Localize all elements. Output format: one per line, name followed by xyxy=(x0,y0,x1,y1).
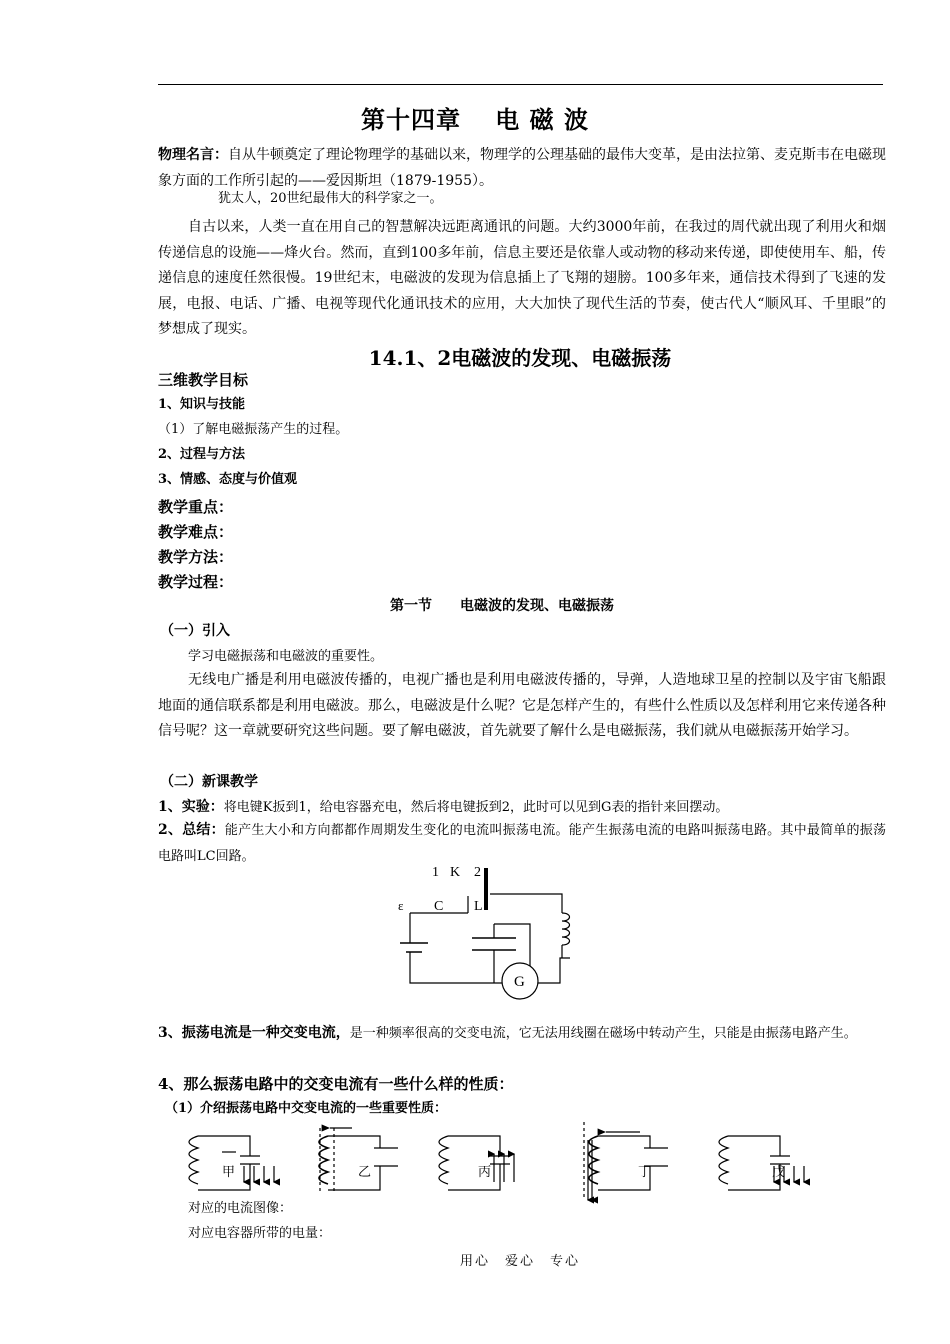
stage-label-yi: 乙 xyxy=(358,1164,372,1179)
experiment-label: 1、实验： xyxy=(158,799,224,815)
quote-text: 自从牛顿奠定了理论物理学的基础以来，物理学的公理基础的最伟大变革，是由法拉第、麦克斯韦在电磁现象方面的工作所引起的——爱因斯坦（1879-1955）。 xyxy=(158,147,886,189)
part1-line1: 学习电磁振荡和电磁波的重要性。 xyxy=(188,649,384,664)
stage-label-bing: 丙 xyxy=(478,1164,492,1179)
paragraph-3-text: 是一种频率很高的交变电流，它无法用线圈在磁场中转动产生，只能是由振荡电路产生。 xyxy=(349,1026,857,1041)
switch-label-k: K xyxy=(450,865,461,880)
stage-label-ding: 丁 xyxy=(638,1164,652,1179)
goal-process: 2、过程与方法 xyxy=(158,447,246,462)
intro-paragraph: 自古以来，人类一直在用自己的智慧解决远距离通讯的问题。大约3000年前，在我过的周代就出现了利用火和烟传递信息的设施——烽火台。然而，直到100多年前，信息主要还是依靠人或动物的移动来传递，即使使用车、船，传递信息的速度任然很慢。19世纪末，电磁波的发现为信息插上了飞翔的翅膀。100多年来，通信技术得到了飞速的发展，电报、电话、广播、电视等现代化通讯技术的应用，大大加快了现代生活的节奏，使古代人“顺风耳、千里眼”的梦想成了现实。 xyxy=(158,219,886,337)
paragraph-3-label: 3、振荡电流是一种交变电流， xyxy=(158,1025,350,1041)
experiment-text: 将电键K扳到1，给电容器充电，然后将电键扳到2，此时可以见到G表的指针来回摆动。 xyxy=(223,800,729,815)
lc-circuit-diagram xyxy=(390,858,590,1008)
quote-label: 物理名言： xyxy=(158,147,228,163)
summary-text: 能产生大小和方向都都作周期发生变化的电流叫振荡电流。能产生振荡电流的电路叫振荡电路。其中最简单的振荡电路叫LC回路。 xyxy=(158,823,886,864)
part1-heading: （一）引入 xyxy=(160,623,230,639)
charge-line: 对应电容器所带的电量： xyxy=(188,1226,332,1241)
emf-label: ε xyxy=(398,898,404,913)
capacitor-label: C xyxy=(434,899,444,914)
section-title: 14.1、2电磁波的发现、电磁振荡 xyxy=(368,346,672,370)
part1-paragraph: 无线电广播是利用电磁波传播的，电视广播也是利用电磁波传播的，导弹，人造地球卫星的控制以及宇宙飞船跟地面的通信联系都是利用电磁波。那么，电磁波是什么呢？它是怎样产生的，有些什么性质以及怎样利用它来传递各种信号呢？这一章就要研究这些问题。要了解电磁波，首先就要了解什么是电磁振荡，我们就从电磁振荡开始学习。 xyxy=(158,672,886,739)
meter-label: G xyxy=(514,974,525,990)
quote-paragraph xyxy=(158,143,886,194)
goal-values: 3、情感、态度与价值观 xyxy=(158,472,298,487)
oscillation-stages xyxy=(180,1118,830,1208)
inductor-label: L xyxy=(474,899,483,914)
experiment-line xyxy=(158,798,728,817)
stage-jia xyxy=(189,1136,274,1190)
lesson-title: 第一节 电磁波的发现、电磁振荡 xyxy=(390,598,614,614)
goal-knowledge-sub: （1）了解电磁振荡产生的过程。 xyxy=(158,422,349,437)
paragraph-3 xyxy=(158,1021,886,1047)
graph-line: 对应的电流图像： xyxy=(188,1201,293,1216)
page-footer: 用心 爱心 专心 xyxy=(459,1254,580,1269)
switch-label-1: 1 xyxy=(432,865,439,880)
switch-label-2: 2 xyxy=(474,865,481,880)
stage-label-wu: 戊 xyxy=(772,1164,786,1179)
methods-label: 教学方法： xyxy=(158,548,234,566)
difficulties-label: 教学难点： xyxy=(158,523,234,541)
part2-heading: （二）新课教学 xyxy=(160,774,258,790)
goal-knowledge: 1、知识与技能 xyxy=(158,397,246,412)
key-points-label: 教学重点： xyxy=(158,498,234,516)
stage-bing xyxy=(439,1136,514,1190)
chapter-title: 第十四章 电 磁 波 xyxy=(360,105,590,134)
stage-wu xyxy=(719,1136,804,1190)
stage-ding xyxy=(584,1122,668,1200)
quote-note: 犹太人，20世纪最伟大的科学家之一。 xyxy=(218,191,443,206)
process-label: 教学过程： xyxy=(158,573,234,591)
stage-yi xyxy=(319,1128,398,1192)
paragraph-4: 4、那么振荡电路中的交变电流有一些什么样的性质： xyxy=(158,1075,514,1093)
stage-label-jia: 甲 xyxy=(222,1164,236,1179)
summary-label: 2、总结： xyxy=(158,822,225,838)
goals-heading: 三维教学目标 xyxy=(158,371,249,389)
header-rule xyxy=(158,84,883,85)
paragraph-4-sub: （1）介绍振荡电路中交变电流的一些重要性质： xyxy=(165,1101,448,1116)
